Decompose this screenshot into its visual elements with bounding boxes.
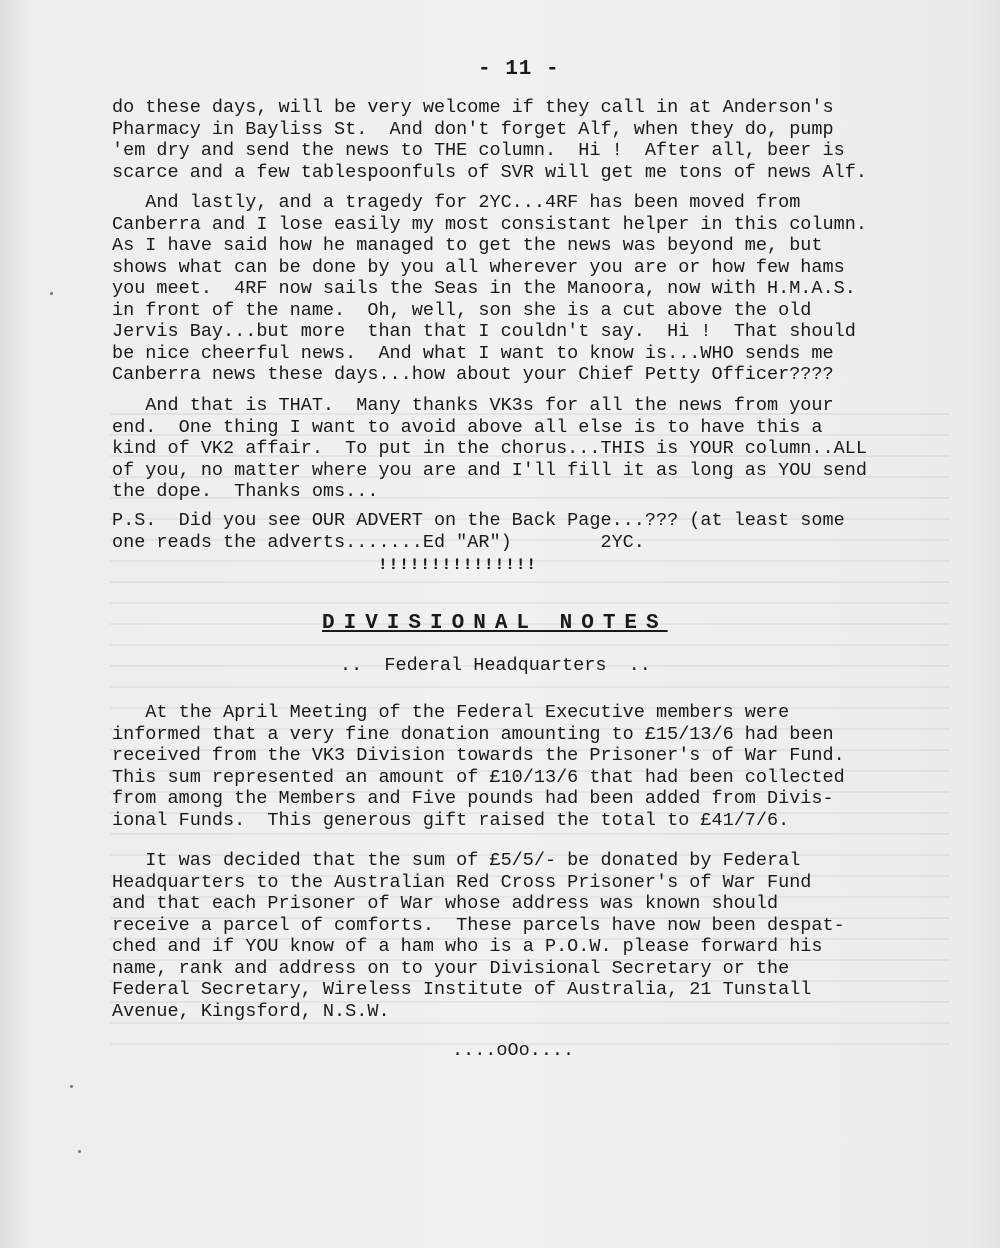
paragraph-2: And lastly, and a tragedy for 2YC...4RF has been moved from Canberra and I lose easily my most consistant helper in this column. As I have said how he managed to get the news was beyond me, but shows what can be done by you all wherever you are or how few hams you meet. 4RF now sails the Seas in the Manoora, now with H.M.A.S. in front of the name. Oh, well, son she is a cut above the old Jervis Bay...but more than that I couldn't say. Hi ! That should be nice cheerful news. And what I want to know is...WHO sends me Canberra news these days...how about your Chief Petty Officer???? — [112, 192, 867, 385]
paper-speck — [70, 1085, 73, 1088]
paragraph-1: do these days, will be very welcome if they call in at Anderson's Pharmacy in Bayliss St. And don't forget Alf, when they do, pump 'em dry and send the news to THE column. Hi ! After all, beer is scarce and a few tablespoonfuls of SVR will get me tons of news Alf. — [112, 97, 867, 183]
paper-speck — [78, 1150, 81, 1153]
section-subheading: .. Federal Headquarters .. — [340, 655, 651, 676]
section-paragraph-1: At the April Meeting of the Federal Executive members were informed that a very fine donation amounting to £15/13/6 had been received from the VK3 Division towards the Prisoner's of War Fund. This sum represented an amount of £10/13/6 that had been collected from among the Members and Five pounds had been added from Divis- ional Funds. This generous gift raised the total to £41/7/6. — [112, 702, 845, 831]
page-number: - 11 - — [478, 58, 560, 81]
section-paragraph-2: It was decided that the sum of £5/5/- be donated by Federal Headquarters to the Australian Red Cross Prisoner's of War Fund and that each Prisoner of War whose address was known should receive a parcel of comforts. These parcels have now been despat- ched and if YOU know of a ham who is a P.O.W. please forward his name, rank and address on to your Divisional Secretary or the Federal Secretary, Wireless Institute of Australia, 21 Tunstall Avenue, Kingsford, N.S.W. — [112, 850, 845, 1022]
separator-rule: !!!!!!!!!!!!!!! — [378, 556, 538, 574]
paragraph-3: And that is THAT. Many thanks VK3s for all the news from your end. One thing I want to avoid above all else is to have this a kind of VK2 affair. To put in the chorus...THIS is YOUR column..ALL of you, no matter where you are and I'll fill it as long as YOU send the dope. Thanks oms... — [112, 395, 867, 502]
section-heading: DIVISIONAL NOTES — [322, 612, 668, 635]
section-closer: ....oOo.... — [452, 1040, 575, 1061]
paper-speck — [50, 292, 53, 295]
postscript: P.S. Did you see OUR ADVERT on the Back Page...??? (at least some one reads the adverts.......Ed "AR") 2YC. — [112, 510, 845, 553]
